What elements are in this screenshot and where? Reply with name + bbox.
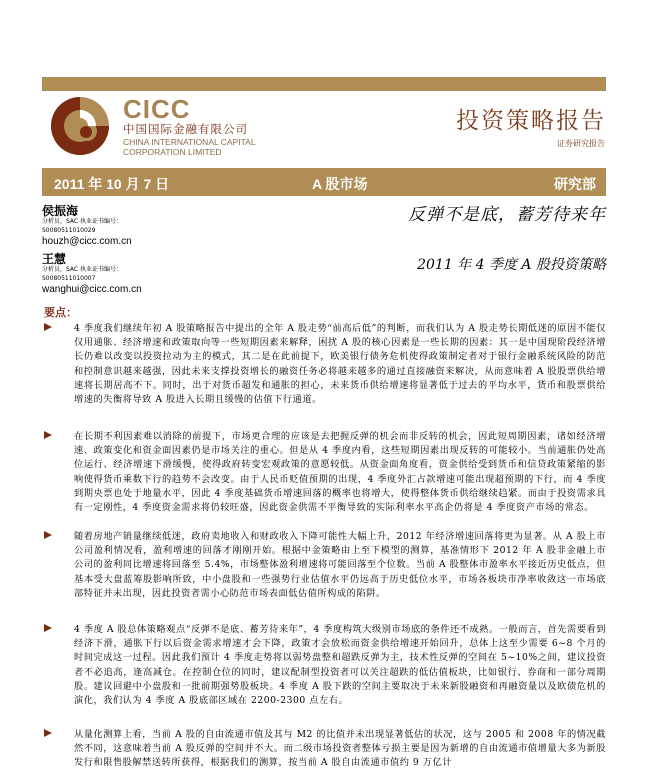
analyst-name: 侯振海 (42, 204, 79, 218)
analyst-sac-id: S0080511010007 (42, 275, 96, 282)
logo-brand: CICC (123, 94, 191, 124)
logo-name-en-2: CORPORATION LIMITED (123, 147, 222, 157)
analyst-card (42, 204, 132, 248)
triangle-bullet-icon (44, 624, 52, 632)
key-point-text: 4 季度我们继续年初 A 股策略报告中提出的全年 A 股走势“前高后低”的判断，而我们认为 A 股走势长期低迷的原因不能仅仅用通胀、经济增速和政策取向等一些短期因素来解释，困扰 A 股的核心因素是一些长期的因素：其一是中国现阶段经济增长仍难以改变以投资拉动为主的模式，其二是在此前提下，欧美银行债务危机使得政策制定者对于银行金融系统风险的防范和控制意识越来越强，因此未来支撑投资增长的融资任务必将越来越多的通过直接融资来解决，从而意味着 A 股股票供给增速将长期居高不下。同时，出于对货币超发和通胀的担心，未来货币供给增速将显著低于过去的平均水平，货币和股票供给增速的失衡将导致 A 股进入长期且缓慢的估值下行通道。 (74, 323, 606, 406)
market-section: A 股市场 (312, 176, 368, 192)
triangle-bullet-icon (44, 729, 52, 737)
key-point-text: 在长期不利因素难以消除的前提下，市场更合理的应该是去把握反弹的机会而非反转的机会，因此短周期因素，诸如经济增速、政策变化和资金面因素仍是市场关注的重心。但是从 4 季度内看，这些短期因素出现反转的可能较小。当前通胀仍处高位运行、经济增速下滑缓慢，使得政府转变宏观政策的意愿较低。从资金面角度看，资金供给受到货币和信贷政策紧缩的影响使得货币乘数下行的趋势不会改变。由于人民币贬值预期的出现，4 季度外汇占款增速可能出现超预期的下行，而 4 季度到期央票也处于地量水平，因此 4 季度基础货币增速回落的概率也将增大，使得整体货币供给继续趋紧。而由于投资需求具有一定刚性，4 季度资金需求将仍较旺盛，因此资金供需不平衡导致的实际利率水平高企仍将是 4 季度资产市场的常态。 (74, 431, 606, 514)
triangle-bullet-icon (44, 431, 52, 439)
triangle-bullet-icon (44, 323, 52, 331)
analyst-email-link[interactable]: wanghui@cicc.com.cn (42, 284, 142, 295)
analyst-name: 王慧 (42, 252, 67, 266)
report-headline: 反弹不是底，蓄芳待来年 (408, 205, 606, 225)
key-point-text: 随着房地产销量继续低迷，政府卖地收入和财政收入下降可能性大幅上升，2012 年经济增速回落将更为显著。从 A 股上市公司盈利情况看，盈利增速的回落才刚刚开始。根据中金策略由上至下模型的测算，基准情形下 2012 年 A 股非金融上市公司的盈利同比增速将回落至 5.4%，市场整体盈利增速将可能回落至个位数。当前 A 股整体市盈率水平接近历史低点，但基本受大盘蓝筹股影响所致，中小盘股和一些强势行业估值水平仍远高于历史低位水平，市场各板块市净率收敛这一市场底部特征并未出现，因此投资者需小心防范市场表面低估值所构成的陷阱。 (74, 531, 606, 599)
department: 研究部 (554, 176, 596, 192)
cicc-logo-icon (50, 96, 110, 156)
logo-name-cn: 中国国际金融有限公司 (123, 122, 248, 136)
logo-name-en-1: CHINA INTERNATIONAL CAPITAL (123, 137, 256, 147)
info-band (42, 168, 606, 196)
report-subtype: 证券研究报告 (557, 139, 605, 148)
key-points-title: 要点： (44, 306, 77, 319)
analyst-email-link[interactable]: houzh@cicc.com.cn (42, 236, 132, 247)
report-type-title: 投资策略报告 (456, 108, 606, 134)
report-date: 2011 年 10 月 7 日 (54, 176, 170, 192)
report-subheadline: 2011 年 4 季度 A 股投资策略 (417, 257, 606, 273)
analyst-title: 分析员，SAC 执业证书编号： (42, 218, 123, 225)
key-point-text: 4 季度 A 股总体策略观点“反弹不是底、蓄芳待来年”，4 季度构筑大级别市场底的条件还不成熟。一般而言，首先需要看到经济下滑，通胀下行以后资金需求增速才会下降，政策才会放松而资金供给增速开始回升，总体上这至少需要 6~8 个月的时间完成这一过程。因此我们预计 4 季度走势将以弱势盘整和超跌反弹为主，技术性反弹的空间在 5~10%之间，建议投资者不必追高，逢高减仓。在控制仓位的同时，建议配制型投资者可以关注超跌的低估值板块，比如银行、券商和一部分周期股。建议回避中小盘股和一批前期强势股板块。4 季度 A 股下跌的空间主要取决于未来新股融资和再融资量以及欧债危机的演化，我们认为 4 季度 A 股底部区域在 2200-2300 点左右。 (74, 624, 606, 707)
triangle-bullet-icon (44, 531, 52, 539)
analyst-title: 分析员，SAC 执业证书编号： (42, 266, 123, 273)
analyst-sac-id: S0080511010029 (42, 227, 96, 234)
top-decorative-bar (42, 77, 606, 91)
key-point-text: 从量化测算上看，当前 A 股的自由流通市值及其与 M2 的比值并未出现显著低估的状况，这与 2005 和 2008 年的情况截然不同，这意味着当前 A 股反弹的空间并不大。而二级市场投资者整体亏损主要是因为新增的自由流通市值增量大多为新股发行和限售股解禁送转所获得，根据我们的测算，按当前 A 股自由流通市值约 9 万亿计 (74, 729, 606, 769)
analyst-card (42, 252, 142, 296)
